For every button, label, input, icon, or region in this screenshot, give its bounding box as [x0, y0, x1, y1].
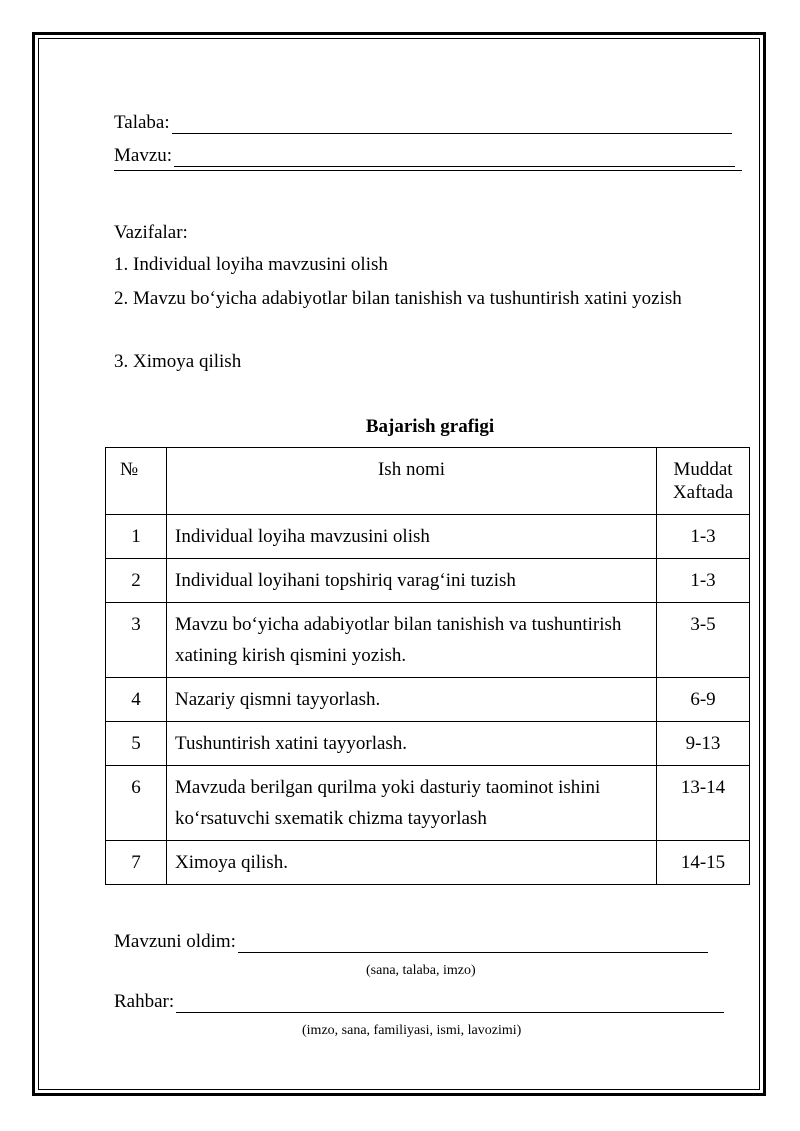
row-term: 1-3 — [657, 515, 750, 559]
row-number: 5 — [106, 722, 167, 766]
received-label: Mavzuni oldim: — [114, 931, 236, 952]
topic-continuation-line[interactable] — [114, 170, 742, 171]
row-work-name-line1: Mavzuda berilgan qurilma yoki dasturiy taominot ishini — [175, 777, 601, 798]
header-term-line2: Xaftada — [672, 482, 734, 503]
row-term: 1-3 — [657, 559, 750, 603]
header-term — [657, 448, 750, 515]
row-term: 14-15 — [657, 841, 750, 885]
row-number: 3 — [106, 603, 167, 678]
row-number: 6 — [106, 766, 167, 841]
topic-input-line[interactable] — [174, 146, 735, 167]
task-item-3: 3. Ximoya qilish — [114, 351, 242, 372]
row-number: 4 — [106, 678, 167, 722]
schedule-title: Bajarish grafigi — [365, 416, 495, 437]
header-term-line1: Muddat — [673, 459, 733, 480]
row-work-name: Nazariy qismni tayyorlash. — [167, 678, 657, 722]
row-work-name: Ximoya qilish. — [167, 841, 657, 885]
supervisor-hint: (imzo, sana, familiyasi, ismi, lavozimi) — [302, 1023, 522, 1038]
row-number: 2 — [106, 559, 167, 603]
received-hint: (sana, talaba, imzo) — [366, 963, 476, 978]
table-row — [106, 678, 750, 722]
row-term: 9-13 — [657, 722, 750, 766]
row-term: 13-14 — [657, 766, 750, 841]
header-number: № — [106, 448, 167, 515]
header-work-name: Ish nomi — [167, 448, 657, 515]
schedule-table — [105, 447, 750, 885]
supervisor-signature-line[interactable] — [176, 992, 724, 1013]
table-row — [106, 603, 750, 678]
table-row — [106, 559, 750, 603]
table-row — [106, 515, 750, 559]
student-field — [114, 112, 732, 134]
table-row — [106, 766, 750, 841]
row-work-name: Tushuntirish xatini tayyorlash. — [167, 722, 657, 766]
row-work-name-line2: ko‘rsatuvchi sxematik chizma tayyorlash — [175, 808, 487, 829]
row-work-name: Individual loyiha mavzusini olish — [167, 515, 657, 559]
task-item-2: 2. Mavzu bo‘yicha adabiyotlar bilan tanishish va tushuntirish xatini yozish — [114, 288, 682, 309]
received-signature-line[interactable] — [238, 932, 708, 953]
row-term: 6-9 — [657, 678, 750, 722]
row-work-name — [167, 766, 657, 841]
row-number: 7 — [106, 841, 167, 885]
table-row — [106, 841, 750, 885]
topic-label: Mavzu: — [114, 145, 173, 166]
row-work-name-line2: xatining kirish qismini yozish. — [175, 645, 407, 666]
task-item-1: 1. Individual loyiha mavzusini olish — [114, 254, 388, 275]
student-label: Talaba: — [114, 112, 170, 133]
table-row — [106, 722, 750, 766]
supervisor-field — [114, 991, 724, 1013]
tasks-heading: Vazifalar: — [114, 222, 188, 243]
table-header-row — [106, 448, 750, 515]
row-work-name — [167, 603, 657, 678]
row-term: 3-5 — [657, 603, 750, 678]
row-number: 1 — [106, 515, 167, 559]
row-work-name: Individual loyihani topshiriq varag‘ini tuzish — [167, 559, 657, 603]
received-field — [114, 931, 708, 953]
student-input-line[interactable] — [172, 113, 732, 134]
row-work-name-line1: Mavzu bo‘yicha adabiyotlar bilan tanishish va tushuntirish — [175, 614, 622, 635]
supervisor-label: Rahbar: — [114, 991, 175, 1012]
topic-field — [114, 145, 735, 167]
